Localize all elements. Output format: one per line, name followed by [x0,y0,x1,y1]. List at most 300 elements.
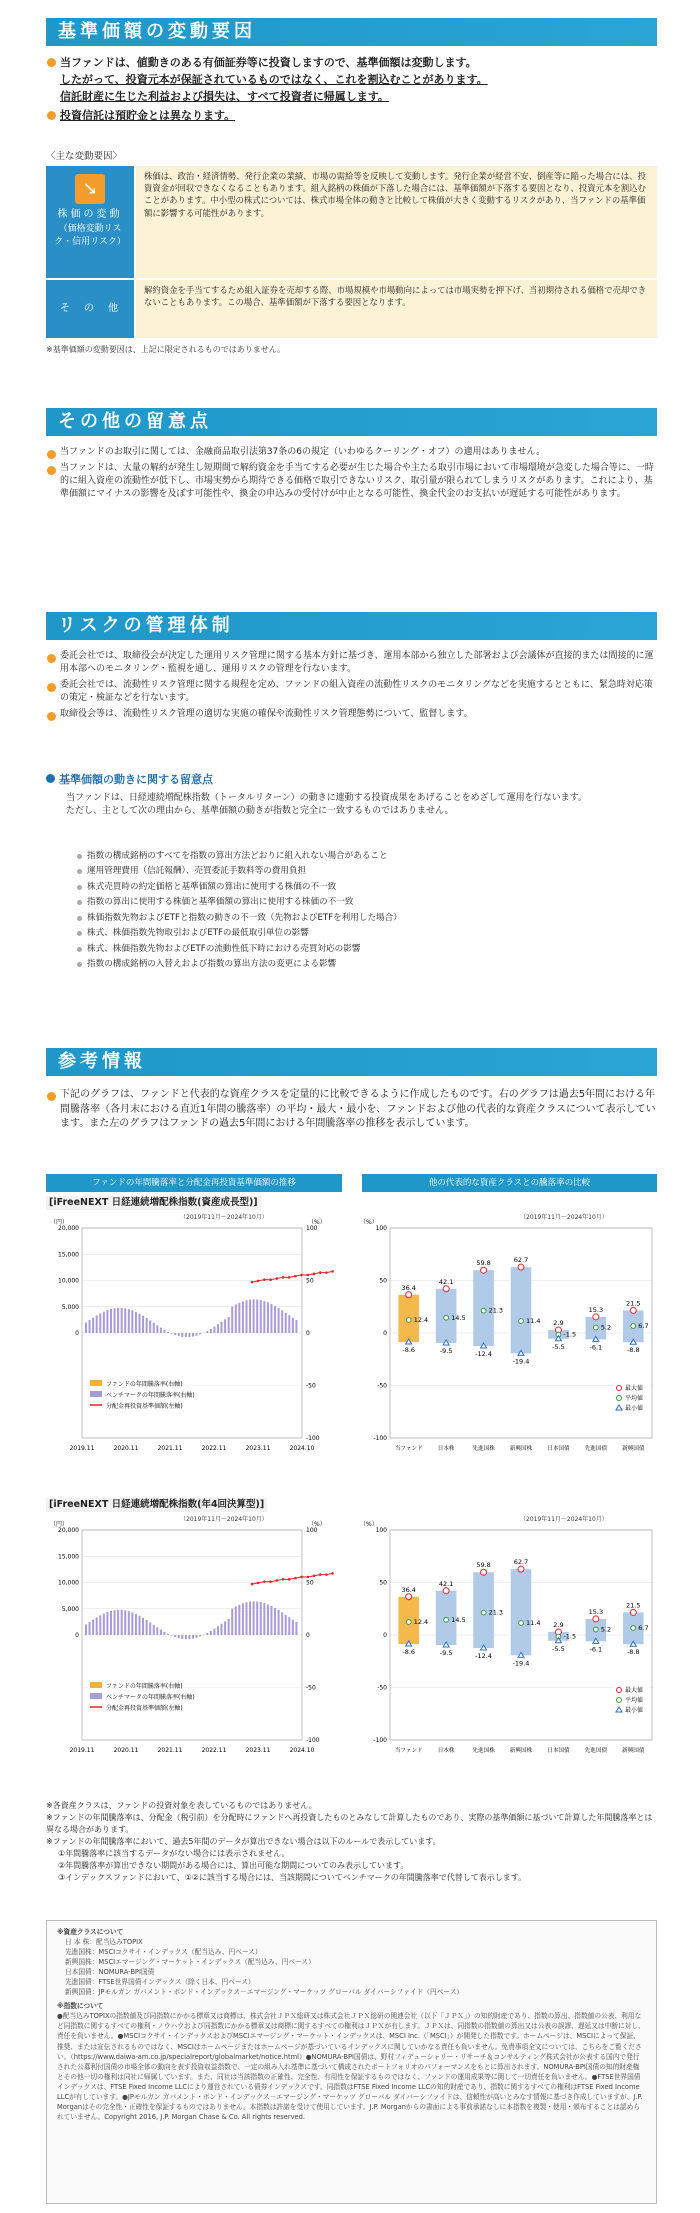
right-tick: -50 [306,1382,316,1390]
benchmark-bar [228,1619,230,1635]
benchmark-bar [253,1601,255,1635]
benchmark-bar [221,1322,223,1333]
left-tick: 5,000 [61,1303,79,1311]
max-marker [593,1314,599,1320]
category-label: 新興国株 [509,1446,533,1452]
max-label: 15.3 [588,1305,604,1314]
chart-note: ②年間騰落率が算出できない期間がある場合には、算出可能な期間についてのみ表示しています。 [58,1861,409,1870]
rm-bullet-2: 委託会社では、流動性リスク管理に関する規程を定め、ファンドの組入資産の流動性リスクのモニタリングなどを実施するとともに、緊急時対応策の策定・検証などを行ないます。 [46,679,657,705]
legend-label: 分配金再投資基準価額(左軸) [106,1705,183,1712]
risk-label-text: 株価の変動 [57,209,123,220]
x-tick: 2021.11 [157,1747,183,1754]
benchmark-bar [238,1303,240,1333]
benchmark-bar [85,1323,87,1334]
deviation-reason-item: 指数の構成銘柄のすべてを指数の算出方法どおりに組入れない場合があること [76,850,656,862]
avg-label: 5.2 [600,1323,612,1332]
benchmark-bar [99,1615,101,1635]
right-tick: -100 [306,1737,320,1744]
benchmark-bar [242,1301,244,1333]
max-label: 15.3 [588,1607,604,1616]
benchmark-bar [167,1332,169,1333]
min-label: -6.1 [589,1343,603,1352]
left-tick: 20,000 [58,1225,79,1232]
deviation-reason-item: 株式、株価指数先物取引およびETFの最低取引単位の影響 [76,927,656,939]
legend-swatch [90,1693,102,1699]
footer-asset-heading: ※資産クラスについて [57,1928,124,1936]
chart-down-icon: ↘ [75,174,105,204]
benchmark-bar [121,1308,123,1333]
chart-period-left: （2019年11月～2024年10月） [180,1516,268,1523]
right-tick: 100 [306,1527,318,1534]
footer-asset-line: 先進国債：FTSE世界国債インデックス（除く日本、円ベース） [65,1978,255,1987]
benchmark-bar [246,1300,248,1333]
benchmark-bar [135,1614,137,1635]
min-label: -8.8 [626,1346,640,1355]
avg-label: 6.7 [638,1321,649,1330]
left-tick: 15,000 [58,1251,79,1259]
benchmark-bar [210,1329,212,1333]
avg-marker [406,1620,411,1625]
legend-swatch [90,1682,102,1688]
avg-marker [406,1318,411,1323]
benchmark-bar [128,1611,130,1635]
max-label: 62.7 [513,1558,529,1567]
left-tick: 20,000 [58,1527,79,1534]
fund-history-chart [46,1214,346,1474]
benchmark-bar [163,1330,165,1333]
category-label: 当ファンド [394,1446,423,1452]
avg-marker [444,1315,449,1320]
deviation-reasons [76,850,656,974]
avg-marker [631,1324,636,1329]
avg-label: 21.3 [488,1306,504,1315]
benchmark-bar [188,1635,190,1639]
risk-label-sub: （価格変動リスク・信用リスク） [54,223,126,247]
benchmark-bar [149,1622,151,1635]
nav-notes-text [66,792,656,818]
reference-bullet: 下記のグラフは、ファンドと代表的な資産クラスを定量的に比較できるように作成したものです。右のグラフは過去5年間における年間騰落率（各月末における直近1年間の騰落率）の平均・最大・最小を、ファンドおよび他の代表的な資産クラスについて表示しています。また左のグラフはファンドの過去5年間における年間騰落率の推移を表示しています。 [46,1088,657,1132]
benchmark-bar [295,1622,297,1635]
chart-period-left: （2019年11月～2024年10月） [180,1214,268,1221]
benchmark-bar [188,1333,190,1337]
benchmark-bar [285,1615,287,1635]
note-cooling-off: 当ファンドのお取引に関しては、金融商品取引法第37条の6の規定（いわゆるクーリング・オフ）の適用はありません。 [46,446,657,459]
legend-label: ファンドの年間騰落率(右軸) [106,1683,183,1690]
benchmark-bar [249,1300,251,1333]
max-label: 36.4 [401,1585,416,1594]
chart-title: [iFreeNEXT 日経連続増配株指数(年4回決算型)] [46,1498,267,1512]
left-tick: 15,000 [58,1553,79,1561]
benchmark-bar [99,1313,101,1333]
category-label: 先進国株 [472,1446,495,1452]
benchmark-bar [174,1333,176,1335]
max-label: 2.9 [553,1620,564,1629]
benchmark-bar [167,1634,169,1635]
other-notes [46,446,657,501]
nav-notes-p2: ただし、主として次の理由から、基準価額の動きが指数と完全に一致するものではありません。 [66,806,454,817]
category-label: 新興国株 [509,1748,533,1754]
max-marker [406,1292,412,1298]
legend-label: 最小値 [625,1707,644,1714]
risk-label-other: そ の 他 [46,280,134,338]
benchmark-bar [256,1300,258,1333]
benchmark-bar [171,1635,173,1636]
section-title-reference: 参考情報 [46,1048,657,1076]
benchmark-bar [263,1301,265,1333]
benchmark-bar [217,1324,219,1333]
bullet-text: 当ファンドは、値動きのある有価証券等に投資しますので、基準価額は変動します。 [60,56,477,69]
benchmark-bar [142,1618,144,1635]
right-tick: 0 [306,1330,310,1337]
category-label: 先進国債 [584,1748,608,1754]
right-tick: 0 [306,1632,310,1639]
y-tick: 0 [383,1632,387,1639]
legend-marker [617,1386,622,1391]
deviation-reason-item: 株式、株価指数先物およびETFの流動性低下時における売買対応の影響 [76,943,656,955]
range-bar [511,1569,532,1655]
benchmark-bar [89,1320,91,1333]
asset-comparison-chart [356,1516,656,1776]
footer-asset-line: 日 本 株：配当込みTOPIX [65,1938,143,1947]
avg-label: 12.4 [413,1315,429,1324]
benchmark-bar [89,1622,91,1635]
risk-label-price [46,166,134,278]
min-label: -5.5 [552,1644,565,1653]
risk-note: ※基準価額の変動要因は、上記に限定されるものではありません。 [46,345,286,354]
category-label: 先進国債 [584,1446,608,1452]
benchmark-bar [242,1603,244,1635]
chart-period-right: （2019年11月～2024年10月） [520,1214,608,1221]
left-tick: 10,000 [58,1579,79,1587]
benchmark-bar [292,1620,294,1635]
benchmark-bar [249,1602,251,1635]
footer-index-heading: ※指数について [57,2002,104,2011]
footer-box [46,1920,657,2204]
legend-marker [617,1698,622,1703]
benchmark-bar [199,1333,201,1334]
benchmark-bar [156,1627,158,1635]
benchmark-bar [210,1631,212,1635]
benchmark-bar [196,1333,198,1336]
benchmark-bar [224,1319,226,1333]
footer-asset-line: 先進国株：MSCIコクサイ・インデックス（配当込み、円ベース） [65,1948,262,1957]
avg-label: 14.5 [451,1313,466,1322]
reference-intro [46,1088,657,1132]
benchmark-bar [199,1635,201,1636]
benchmark-bar [146,1318,148,1333]
avg-label: 11.4 [526,1619,541,1628]
tab-asset-comparison: 他の代表的な資産クラスとの騰落率の比較 [362,1174,657,1192]
benchmark-bar [224,1621,226,1635]
max-label: 62.7 [513,1256,529,1265]
benchmark-bar [267,1302,269,1333]
chart-note: ①年間騰落率に該当するデータがない場合には表示されません。 [58,1849,290,1858]
benchmark-bar [117,1610,119,1635]
legend-label: 最大値 [625,1687,644,1694]
category-label: 日本国債 [547,1446,570,1452]
x-tick: 2022.11 [201,1747,227,1754]
risk-sub-title: 〈主な変動要因〉 [46,151,123,162]
category-label: 日本株 [437,1446,455,1452]
x-tick: 2019.11 [69,1445,95,1452]
footer-asset-line: 日本国債：NOMURA-BPI国債 [65,1968,155,1977]
chart-note: ※ファンドの年間騰落率において、過去5年間のデータが算出できない場合は以下のルールで表示しています。 [46,1837,441,1846]
max-label: 59.8 [476,1259,491,1268]
y-tick: -100 [373,1737,387,1744]
left-tick: 0 [75,1330,79,1337]
avg-label: 11.4 [526,1317,541,1326]
benchmark-bar [124,1610,126,1635]
y-tick: -50 [377,1382,387,1390]
benchmark-bar [192,1333,194,1337]
right-tick: 50 [306,1579,314,1587]
benchmark-bar [196,1635,198,1638]
max-label: 2.9 [553,1318,564,1327]
right-tick: -100 [306,1435,320,1442]
benchmark-bar [288,1617,290,1635]
left-axis-unit: （円） [50,1521,69,1528]
benchmark-bar [278,1308,280,1333]
benchmark-bar [288,1315,290,1333]
range-bar [511,1267,532,1353]
x-tick: 2020.11 [113,1747,139,1754]
benchmark-bar [92,1318,94,1333]
benchmark-bar [267,1604,269,1635]
x-tick: 2022.11 [201,1445,227,1452]
benchmark-bar [270,1304,272,1333]
footer-asset-line: 新興国債：JPモルガン ガバメント・ボンド・インデックス－エマージング・マーケッツ グローバル ダイバーシファイド（円ベース） [65,1988,464,1997]
benchmark-bar [260,1602,262,1635]
x-tick: 2024.10 [289,1445,315,1452]
fund-history-chart [46,1516,346,1776]
benchmark-bar [217,1626,219,1635]
category-label: 新興国債 [622,1748,645,1754]
right-tick: 50 [306,1277,314,1285]
benchmark-bar [253,1299,255,1333]
benchmark-bar [117,1308,119,1333]
right-axis-unit: （%） [308,1521,326,1528]
max-marker [630,1307,636,1313]
benchmark-bar [146,1620,148,1635]
x-tick: 2021.11 [157,1445,183,1452]
benchmark-bar [153,1625,155,1635]
benchmark-bar [278,1610,280,1635]
max-marker [630,1609,636,1615]
legend-marker [617,1688,622,1693]
category-label: 新興国債 [622,1446,645,1452]
left-tick: 5,000 [61,1605,79,1613]
chart-notes [46,1800,657,1884]
benchmark-bar [274,1608,276,1635]
bullet-text: 投資信託は預貯金とは異なります。 [60,109,236,123]
y-tick: 50 [379,1579,387,1587]
benchmark-bar [103,1312,105,1333]
benchmark-bar [110,1611,112,1635]
benchmark-bar [135,1312,137,1333]
legend-swatch [90,1380,102,1386]
footer-index-text: ●配当込みTOPIXの指数値及び同指数にかかる標章又は商標は、株式会社ＪＰＸ総研又は株式会社ＪＰＸ総研の関連会社（以下「ＪＰＸ」）の知的財産であり、指数の算出、指数値の公表、利用など同指数に関するすべての権利・ノウハウおよび同指数にかかる標章又は商標に関するすべての権利はＪＰＸが有します。ＪＰＸは、同指数の指数値の算出又は公表の誤謬、遅延又は中断に対し、責任を負いません。●MSCIコクサイ・インデックスおよびMSCIエマージング・マーケット・インデックスは、MSCI Inc.（「MSCI」）が開発した指数です。ホームページは、MSCIによって保証、推奨、または宣伝されるものではなく、MSCIはホームページまたはホームページが基づいているインデックスに関していかなる責任も負いません。免責事項全文については、こちらをご覧ください。（https://www.daiwa-am.co.jp/specialreport/globalmarket/notice.html）●NOMURA-BPI国債は、野村フィデューシャリー・リサーチ＆コンサルティング株式会社が公表する国内で発行された公募利付国債の市場全体の動向を表す投資収益指数で、一定の組み入れ基準に基づいて構成されたポートフォリオのパフォーマンスをもとに算出されます。NOMURA-BPI国債の知的財産権とその他一切の権利は同社に帰属しています。また、同社は当該指数の正確性、完全性、有用性を保証するものではなく、ファンドの運用成果等に関して一切責任を負いません。●FTSE世界国債インデックスは、FTSE Fixed Income LLCにより運営されている債券インデックスです。同指数はFTSE Fixed Income LLCの知的財産であり、指数に関するすべての権利はFTSE Fixed Income LLCが有しています。●JPモルガン ガバメント・ボンド・インデックス－エマージング・マーケッツ グローバル ダイバーシファイドは、信頼性が高いとみなす情報に基づき作成していますが、J.P. Morganはその完全性・正確性を保証するものではありません。本指数は許諾を受けて使用しています。J.P. Morganからの書面による事前承諾なしに本指数を複製・使用・頒布することは認められていません。Copyright 2016, J.P. Morgan Chase & Co. All rights reserved. [57,2012,645,2121]
benchmark-bar [206,1633,208,1635]
left-axis-unit: （円） [50,1219,69,1226]
benchmark-bar [178,1333,180,1336]
benchmark-bar [171,1333,173,1334]
legend-label: 平均値 [625,1697,644,1704]
benchmark-bar [128,1309,130,1333]
avg-label: 21.3 [488,1608,504,1617]
min-label: -5.5 [552,1342,565,1351]
section-title-other-notes: その他の留意点 [46,408,657,436]
deviation-reason-item: 株式売買時の約定価格と基準価額の算出に使用する株価の不一致 [76,881,656,893]
legend-label: ファンドの年間騰落率(右軸) [106,1381,183,1388]
risk-text-other: 解約資金を手当てするため組入証券を売却する際、市場規模や市場動向によっては市場実勢を押下げ、当初期待される価格で売却できないこともあります。この場合、基準価額が下落する要因となります。 [136,280,657,338]
max-marker [443,1588,449,1594]
section-title-risk-management: リスクの管理体制 [46,612,657,640]
x-tick: 2023.11 [245,1747,271,1754]
footer-asset-list [57,1937,646,1997]
left-tick: 0 [75,1632,79,1639]
benchmark-bar [260,1300,262,1333]
benchmark-bar [181,1635,183,1639]
y-tick: -100 [373,1435,387,1442]
y-tick: 0 [383,1330,387,1337]
avg-marker [519,1319,524,1324]
benchmark-bar [124,1308,126,1333]
chart-note: ③インデックスファンドにおいて、①②に該当する場合には、当該期間についてベンチマークの年間騰落率で代替して表示します。 [58,1873,527,1882]
benchmark-bar [206,1331,208,1333]
max-marker [518,1566,524,1572]
min-label: -12.4 [475,1652,492,1661]
max-label: 21.5 [626,1299,641,1308]
avg-label: -1.5 [563,1330,577,1339]
benchmark-bar [295,1320,297,1333]
asset-comparison-chart [356,1214,656,1474]
axis-unit: （%） [360,1219,378,1226]
max-marker [406,1594,412,1600]
benchmark-bar [185,1333,187,1337]
benchmark-bar [121,1610,123,1635]
y-tick: 50 [379,1277,387,1285]
benchmark-bar [160,1328,162,1333]
risk-text-price: 株価は、政治・経済情勢、発行企業の業績、市場の需給等を反映して変動します。発行企業が経営不安、倒産等に陥った場合には、投資資金が回収できなくなることもあります。組入銘柄の株価が下落した場合には、基準価額が下落する要因となり、投資元本を割込むことがあります。中小型の株式については、株式市場全体の動きと比較して株価が大きく変動するリスクがあり、当ファンドの基準価額に影響する可能性があります。 [136,166,657,278]
chart-period-right: （2019年11月～2024年10月） [520,1516,608,1523]
min-label: -19.4 [512,1357,530,1366]
avg-label: -1.5 [563,1632,577,1641]
benchmark-bar [156,1325,158,1333]
x-tick: 2023.11 [245,1445,271,1452]
max-label: 36.4 [401,1283,416,1292]
avg-marker [593,1627,598,1632]
benchmark-bar [139,1314,141,1333]
benchmark-bar [110,1309,112,1333]
right-tick: 100 [306,1225,318,1232]
y-tick: 100 [375,1527,387,1534]
axis-unit: （%） [360,1521,378,1528]
chart-note: ※各資産クラスは、ファンドの投資対象を表しているものではありません。 [46,1801,317,1810]
risk-intro [46,54,657,124]
avg-marker [481,1308,486,1313]
benchmark-bar [131,1310,133,1333]
legend-swatch [90,1391,102,1397]
min-label: -6.1 [589,1645,603,1654]
avg-label: 5.2 [600,1625,612,1634]
max-marker [481,1569,487,1575]
benchmark-bar [281,1310,283,1333]
benchmark-bar [139,1616,141,1635]
legend-label: ベンチマークの年間騰落率(右軸) [106,1392,195,1399]
benchmark-bar [213,1629,215,1635]
benchmark-bar [231,1608,233,1635]
benchmark-bar [163,1632,165,1635]
legend-label: 最小値 [625,1405,644,1412]
max-marker [481,1267,487,1273]
benchmark-bar [106,1310,108,1333]
benchmark-bar [92,1620,94,1635]
benchmark-bar [178,1635,180,1638]
avg-marker [593,1325,598,1330]
bullet-text-2: したがって、投資元本が保証されているものではなく、これを割込むことがあります。 [60,73,488,87]
legend-label: 平均値 [625,1395,644,1402]
deviation-reason-item: 指数の算出に使用する株価と基準価額の算出に使用する株価の不一致 [76,896,656,908]
rm-bullet-1: 委託会社では、取締役会が決定した運用リスク管理に関する基本方針に基づき、運用本部から独立した部署および会議体が直接的または間接的に運用本部へのモニタリング・監視を通し、運用リスクの管理を行ないます。 [46,650,657,676]
legend-marker [617,1396,622,1401]
rm-bullet-3: 取締役会等は、流動性リスク管理の適切な実施の確保や流動性リスク管理態勢について、監督します。 [46,708,657,721]
x-tick: 2019.11 [69,1747,95,1754]
benchmark-bar [96,1617,98,1635]
nav-notes-title: 基準価額の動きに関する留意点 [59,773,213,786]
benchmark-bar [270,1606,272,1635]
benchmark-bar [149,1320,151,1333]
benchmark-bar [185,1635,187,1639]
benchmark-bar [281,1612,283,1635]
benchmark-bar [231,1306,233,1333]
benchmark-bar [106,1612,108,1635]
avg-marker [631,1626,636,1631]
avg-label: 12.4 [413,1617,429,1626]
avg-marker [519,1621,524,1626]
benchmark-bar [114,1610,116,1635]
max-label: 42.1 [438,1579,454,1588]
benchmark-bar [221,1624,223,1635]
min-label: -9.5 [439,1346,453,1355]
category-label: 日本株 [437,1748,455,1754]
y-tick: 100 [375,1225,387,1232]
benchmark-bar [228,1317,230,1333]
right-tick: -50 [306,1684,316,1692]
benchmark-bar [160,1630,162,1635]
nav-notes-heading [46,772,657,788]
chart-note: ※ファンドの年間騰落率は、分配金（税引前）を分配時にファンドへ再投資したものとみなして計算したものであり、実際の基準価額に基づいて計算した年間騰落率とは異なる場合があります。 [46,1813,653,1834]
min-label: -9.5 [439,1648,453,1657]
avg-marker [481,1610,486,1615]
avg-label: 6.7 [638,1623,649,1632]
right-axis-unit: （%） [308,1219,326,1226]
category-label: 日本国債 [547,1748,570,1754]
benchmark-bar [256,1602,258,1635]
legend-label: 最大値 [625,1385,644,1392]
benchmark-bar [96,1315,98,1333]
max-label: 21.5 [626,1601,641,1610]
benchmark-bar [131,1612,133,1635]
max-marker [443,1286,449,1292]
benchmark-bar [246,1602,248,1635]
deviation-reason-item: 株価指数先物およびETFと指数の動きの不一致（先物およびETFを利用した場合） [76,912,656,924]
bullet-deposit [46,107,657,124]
max-label: 42.1 [438,1277,454,1286]
avg-marker [444,1617,449,1622]
benchmark-bar [114,1308,116,1333]
max-marker [593,1616,599,1622]
avg-label: 14.5 [451,1615,466,1624]
